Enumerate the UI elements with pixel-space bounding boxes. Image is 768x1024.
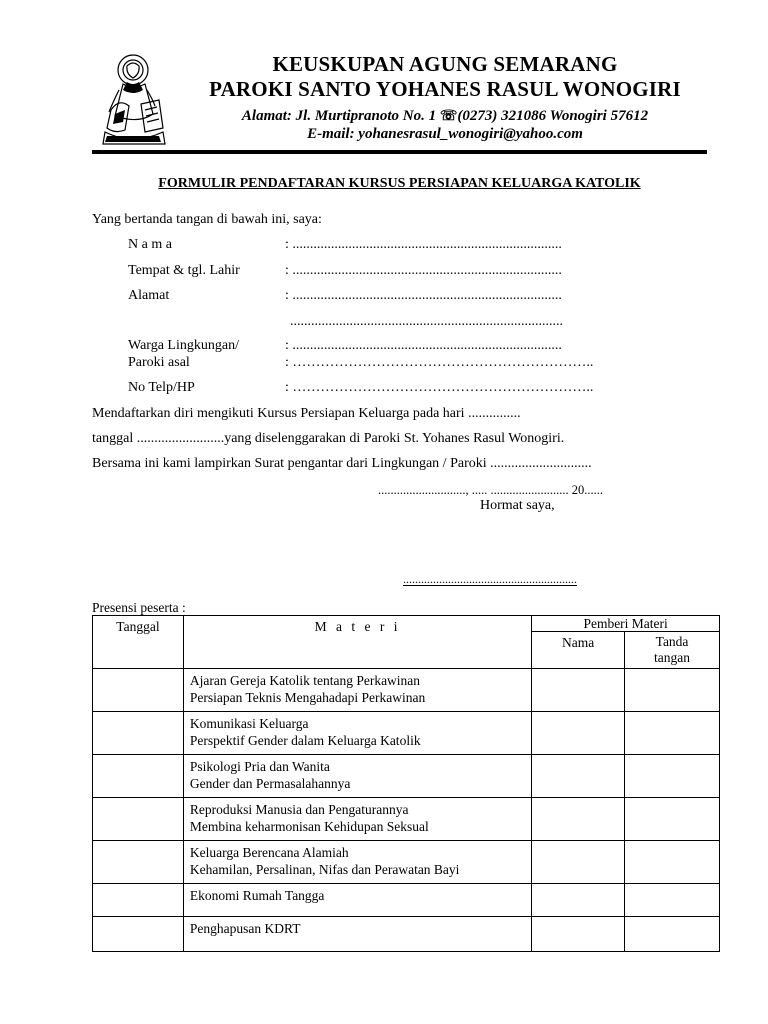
table-row <box>93 917 720 952</box>
header-tanda-tangan <box>625 632 720 669</box>
materi-line1: Reproduksi Manusia dan Pengaturannya <box>189 802 409 817</box>
table-row <box>93 884 720 917</box>
materi-cell <box>183 669 531 712</box>
tanggal-cell[interactable] <box>93 798 184 841</box>
nama-label: N a m a <box>128 237 172 252</box>
parish-name: PAROKI SANTO YOHANES RASUL WONOGIRI <box>209 77 681 101</box>
tanda-tangan-cell[interactable] <box>625 669 720 712</box>
header-divider <box>92 150 707 154</box>
materi-line2: Membina keharmonisan Kehidupan Seksual <box>189 819 429 834</box>
presensi-label: Presensi peserta : <box>92 600 186 615</box>
ttl-field[interactable]: : ............................................................................. <box>285 263 562 278</box>
alamat-label: Alamat <box>128 288 170 303</box>
materi-line1: Penghapusan KDRT <box>189 921 301 936</box>
header-nama: Nama <box>532 632 625 669</box>
materi-cell <box>183 841 531 884</box>
registration-paragraph: Mendaftarkan diri mengikuti Kursus Persiapan Keluarga pada hari ............... <box>92 406 521 421</box>
tanggal-cell[interactable] <box>93 712 184 755</box>
tanda-tangan-cell[interactable] <box>625 917 720 952</box>
tanda-tangan-cell[interactable] <box>625 755 720 798</box>
materi-line1: Komunikasi Keluarga <box>189 716 309 731</box>
tanda-tangan-cell[interactable] <box>625 712 720 755</box>
paroki-asal-label: Paroki asal <box>128 355 190 370</box>
materi-cell <box>183 917 531 952</box>
telp-field[interactable]: : ……………………………………………………….. <box>285 380 594 395</box>
warga-label: Warga Lingkungan/ <box>128 338 239 353</box>
nama-cell[interactable] <box>532 755 625 798</box>
materi-line2: Gender dan Permasalahannya <box>189 776 351 791</box>
materi-cell <box>183 755 531 798</box>
diocese-name: KEUSKUPAN AGUNG SEMARANG <box>272 52 618 76</box>
header-tanda-line2: tangan <box>654 650 691 665</box>
nama-cell[interactable] <box>532 884 625 917</box>
nama-field[interactable]: : ............................................................................. <box>285 237 562 252</box>
materi-line2: Persiapan Teknis Mengahadapi Perkawinan <box>189 690 426 705</box>
warga-field[interactable]: : ............................................................................. <box>285 338 562 353</box>
form-title: FORMULIR PENDAFTARAN KURSUS PERSIAPAN KELUARGA KATOLIK <box>158 176 641 191</box>
tanggal-cell[interactable] <box>93 841 184 884</box>
ttl-label: Tempat & tgl. Lahir <box>128 263 240 278</box>
closing-text: Hormat saya, <box>480 498 555 513</box>
nama-cell[interactable] <box>532 712 625 755</box>
materi-line1: Psikologi Pria dan Wanita <box>189 759 330 774</box>
parish-address <box>180 108 710 125</box>
table-row <box>93 798 720 841</box>
attendance-table <box>92 615 720 952</box>
table-row <box>93 712 720 755</box>
tanggal-cell[interactable] <box>93 669 184 712</box>
phone-and-city: (0273) 321086 Wonogiri 57612 <box>457 108 649 124</box>
nama-cell[interactable] <box>532 841 625 884</box>
saint-john-logo <box>97 50 169 146</box>
nama-cell[interactable] <box>532 917 625 952</box>
date-paragraph: tanggal .........................yang diselenggarakan di Paroki St. Yohanes Rasul Wonogiri. <box>92 431 565 446</box>
intro-text: Yang bertanda tangan di bawah ini, saya: <box>92 212 322 227</box>
materi-line1: Ekonomi Rumah Tangga <box>189 888 325 903</box>
table-row <box>93 755 720 798</box>
materi-line1: Ajaran Gereja Katolik tentang Perkawinan <box>189 673 421 688</box>
place-date-line[interactable]: ............................, ..... ......................... 20...... <box>378 483 603 497</box>
materi-cell <box>183 884 531 917</box>
materi-line2: Kehamilan, Persalinan, Nifas dan Perawatan Bayi <box>189 862 460 877</box>
attachment-paragraph: Bersama ini kami lampirkan Surat pengantar dari Lingkungan / Paroki ............................. <box>92 456 592 471</box>
parish-email: E-mail: yohanesrasul_wonogiri@yahoo.com <box>307 126 583 142</box>
table-header-row <box>93 616 720 632</box>
alamat-field[interactable]: : ............................................................................. <box>285 288 562 303</box>
alamat-field-continued[interactable]: .............................................................................. <box>290 314 563 329</box>
address-text: Alamat: Jl. Murtipranoto No. 1 <box>241 108 440 124</box>
paroki-asal-field[interactable]: : ……………………………………………………….. <box>285 355 594 370</box>
materi-line2: Perspektif Gender dalam Keluarga Katolik <box>189 733 421 748</box>
header-tanggal: Tanggal <box>93 616 184 669</box>
tanda-tangan-cell[interactable] <box>625 798 720 841</box>
telephone-icon: ☏ <box>439 109 458 124</box>
tanda-tangan-cell[interactable] <box>625 884 720 917</box>
tanggal-cell[interactable] <box>93 884 184 917</box>
header-materi: M a t e r i <box>183 616 531 669</box>
telp-label: No Telp/HP <box>128 380 195 395</box>
materi-cell <box>183 798 531 841</box>
tanggal-cell[interactable] <box>93 917 184 952</box>
table-row <box>93 669 720 712</box>
header-tanda-line1: Tanda <box>655 634 689 649</box>
signature-line[interactable]: .......................................................... <box>403 572 577 586</box>
table-row <box>93 841 720 884</box>
materi-line1: Keluarga Berencana Alamiah <box>189 845 349 860</box>
materi-cell <box>183 712 531 755</box>
nama-cell[interactable] <box>532 669 625 712</box>
nama-cell[interactable] <box>532 798 625 841</box>
header-pemberi-materi: Pemberi Materi <box>532 616 720 632</box>
tanda-tangan-cell[interactable] <box>625 841 720 884</box>
tanggal-cell[interactable] <box>93 755 184 798</box>
